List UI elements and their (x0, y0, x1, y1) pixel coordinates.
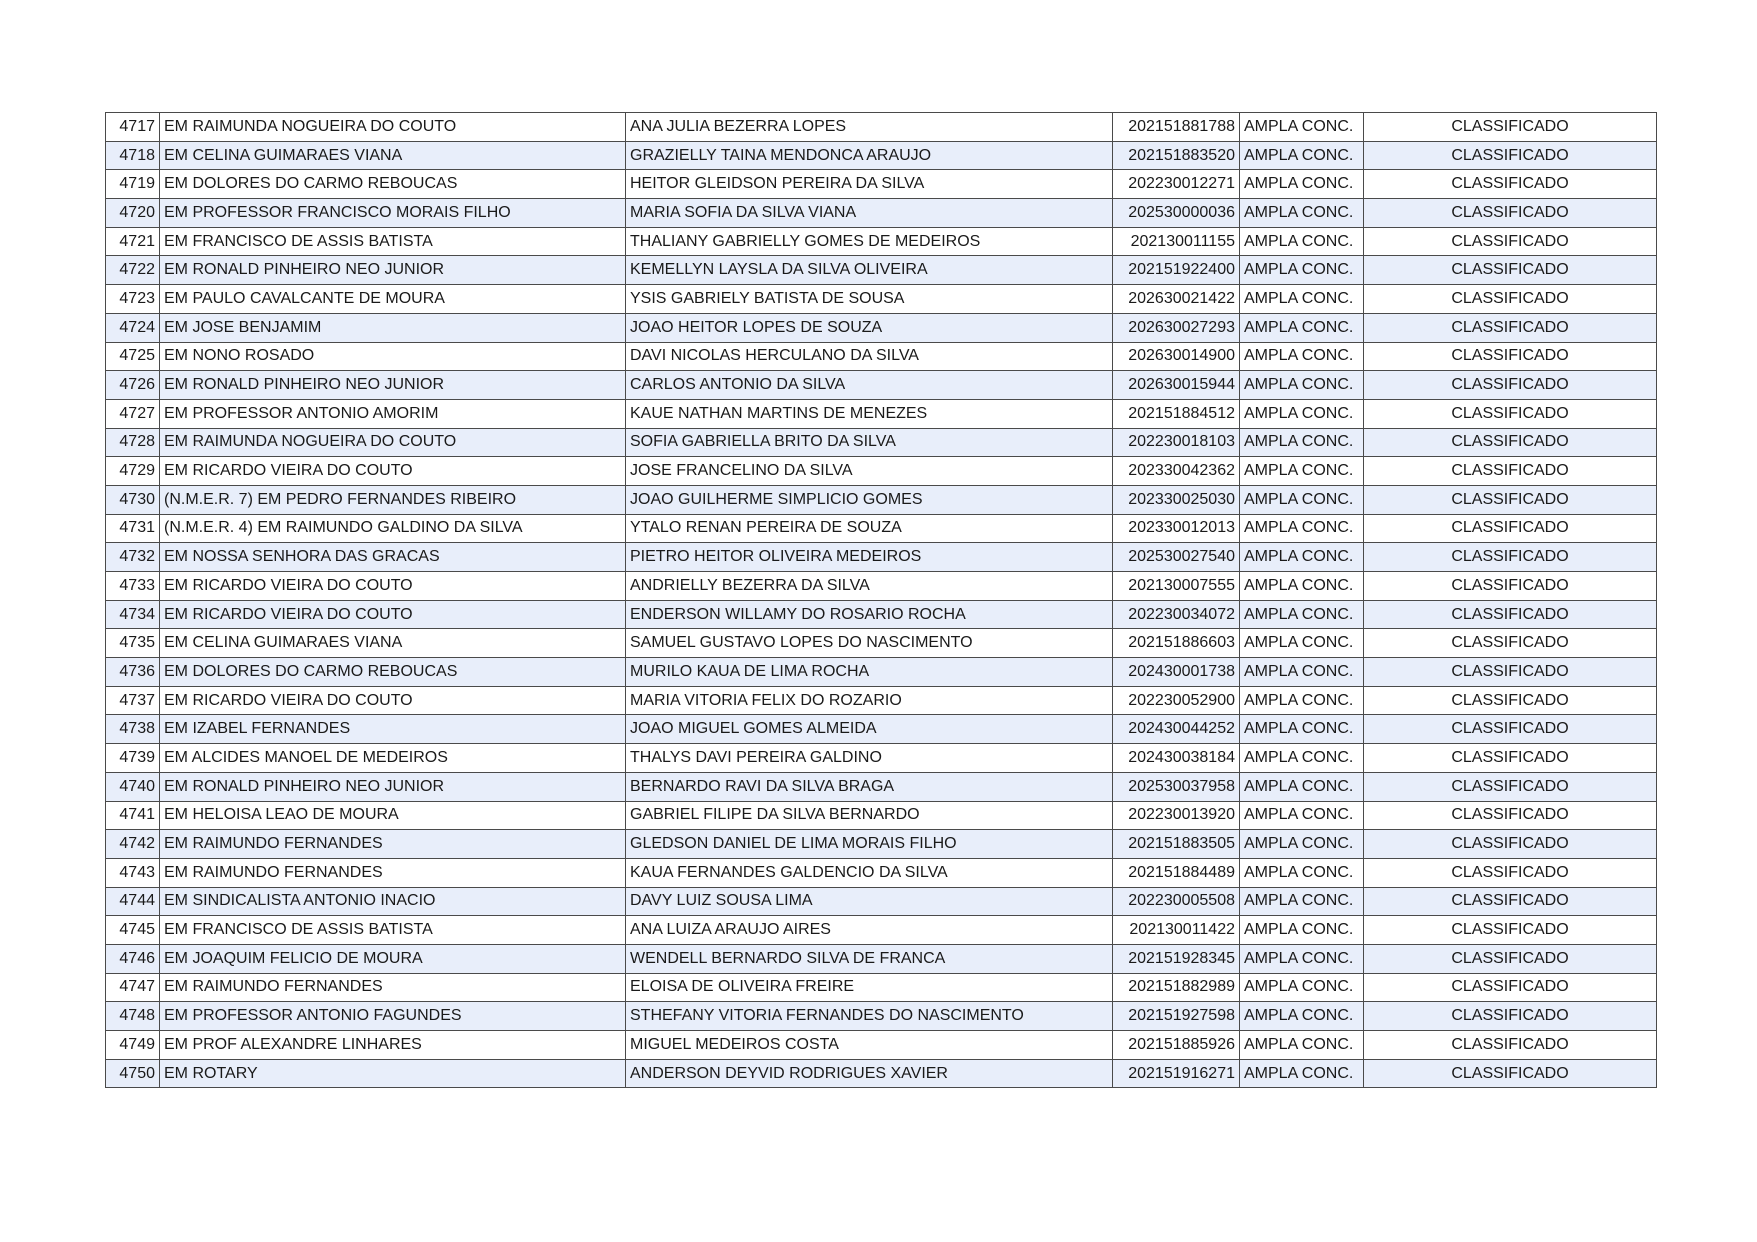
school-cell: EM RONALD PINHEIRO NEO JUNIOR (160, 256, 626, 285)
status-cell: CLASSIFICADO (1364, 199, 1657, 228)
registration-cell: 202151881788 (1113, 113, 1240, 142)
category-cell: AMPLA CONC. (1240, 887, 1364, 916)
school-cell: EM JOSE BENJAMIM (160, 313, 626, 342)
table-row (106, 428, 1657, 457)
table-row (106, 1002, 1657, 1031)
row-number-cell: 4744 (106, 887, 160, 916)
row-number-cell: 4721 (106, 227, 160, 256)
category-cell: AMPLA CONC. (1240, 399, 1364, 428)
category-cell: AMPLA CONC. (1240, 629, 1364, 658)
table-row (106, 485, 1657, 514)
row-number-cell: 4742 (106, 830, 160, 859)
student-name-cell: MARIA VITORIA FELIX DO ROZARIO (626, 686, 1113, 715)
registration-cell: 202530037958 (1113, 772, 1240, 801)
student-name-cell: STHEFANY VITORIA FERNANDES DO NASCIMENTO (626, 1002, 1113, 1031)
row-number-cell: 4741 (106, 801, 160, 830)
registration-cell: 202130011155 (1113, 227, 1240, 256)
student-name-cell: YTALO RENAN PEREIRA DE SOUZA (626, 514, 1113, 543)
table-row (106, 342, 1657, 371)
registration-cell: 202130007555 (1113, 572, 1240, 601)
table-row (106, 686, 1657, 715)
status-cell: CLASSIFICADO (1364, 514, 1657, 543)
student-name-cell: GLEDSON DANIEL DE LIMA MORAIS FILHO (626, 830, 1113, 859)
table-row (106, 371, 1657, 400)
status-cell: CLASSIFICADO (1364, 801, 1657, 830)
registration-cell: 202330012013 (1113, 514, 1240, 543)
registration-cell: 202330042362 (1113, 457, 1240, 486)
student-name-cell: DAVI NICOLAS HERCULANO DA SILVA (626, 342, 1113, 371)
status-cell: CLASSIFICADO (1364, 830, 1657, 859)
category-cell: AMPLA CONC. (1240, 428, 1364, 457)
row-number-cell: 4718 (106, 141, 160, 170)
status-cell: CLASSIFICADO (1364, 256, 1657, 285)
school-cell: EM RONALD PINHEIRO NEO JUNIOR (160, 371, 626, 400)
category-cell: AMPLA CONC. (1240, 1059, 1364, 1088)
table-row (106, 658, 1657, 687)
registration-cell: 202151884512 (1113, 399, 1240, 428)
table-row (106, 141, 1657, 170)
registration-cell: 202630014900 (1113, 342, 1240, 371)
category-cell: AMPLA CONC. (1240, 485, 1364, 514)
registration-cell: 202630015944 (1113, 371, 1240, 400)
school-cell: EM CELINA GUIMARAES VIANA (160, 629, 626, 658)
row-number-cell: 4720 (106, 199, 160, 228)
row-number-cell: 4726 (106, 371, 160, 400)
status-cell: CLASSIFICADO (1364, 973, 1657, 1002)
table-row (106, 715, 1657, 744)
registration-cell: 202230018103 (1113, 428, 1240, 457)
category-cell: AMPLA CONC. (1240, 170, 1364, 199)
status-cell: CLASSIFICADO (1364, 227, 1657, 256)
row-number-cell: 4735 (106, 629, 160, 658)
status-cell: CLASSIFICADO (1364, 399, 1657, 428)
table-row (106, 801, 1657, 830)
registration-cell: 202630021422 (1113, 285, 1240, 314)
student-name-cell: KEMELLYN LAYSLA DA SILVA OLIVEIRA (626, 256, 1113, 285)
status-cell: CLASSIFICADO (1364, 944, 1657, 973)
category-cell: AMPLA CONC. (1240, 313, 1364, 342)
table-row (106, 285, 1657, 314)
registration-cell: 202151883505 (1113, 830, 1240, 859)
status-cell: CLASSIFICADO (1364, 428, 1657, 457)
category-cell: AMPLA CONC. (1240, 199, 1364, 228)
category-cell: AMPLA CONC. (1240, 285, 1364, 314)
school-cell: EM RAIMUNDO FERNANDES (160, 973, 626, 1002)
registration-cell: 202230034072 (1113, 600, 1240, 629)
status-cell: CLASSIFICADO (1364, 572, 1657, 601)
registration-cell: 202430044252 (1113, 715, 1240, 744)
row-number-cell: 4734 (106, 600, 160, 629)
school-cell: EM RICARDO VIEIRA DO COUTO (160, 457, 626, 486)
status-cell: CLASSIFICADO (1364, 629, 1657, 658)
school-cell: EM CELINA GUIMARAES VIANA (160, 141, 626, 170)
category-cell: AMPLA CONC. (1240, 1002, 1364, 1031)
student-name-cell: DAVY LUIZ SOUSA LIMA (626, 887, 1113, 916)
category-cell: AMPLA CONC. (1240, 543, 1364, 572)
status-cell: CLASSIFICADO (1364, 342, 1657, 371)
table-row (106, 170, 1657, 199)
student-name-cell: YSIS GABRIELY BATISTA DE SOUSA (626, 285, 1113, 314)
category-cell: AMPLA CONC. (1240, 744, 1364, 773)
registration-cell: 202630027293 (1113, 313, 1240, 342)
registration-cell: 202151922400 (1113, 256, 1240, 285)
status-cell: CLASSIFICADO (1364, 313, 1657, 342)
row-number-cell: 4750 (106, 1059, 160, 1088)
student-name-cell: THALYS DAVI PEREIRA GALDINO (626, 744, 1113, 773)
student-name-cell: ANA LUIZA ARAUJO AIRES (626, 916, 1113, 945)
table-row (106, 199, 1657, 228)
row-number-cell: 4732 (106, 543, 160, 572)
school-cell: EM DOLORES DO CARMO REBOUCAS (160, 170, 626, 199)
status-cell: CLASSIFICADO (1364, 686, 1657, 715)
school-cell: EM RAIMUNDA NOGUEIRA DO COUTO (160, 113, 626, 142)
school-cell: EM RICARDO VIEIRA DO COUTO (160, 686, 626, 715)
school-cell: EM PROFESSOR ANTONIO AMORIM (160, 399, 626, 428)
category-cell: AMPLA CONC. (1240, 858, 1364, 887)
student-name-cell: MURILO KAUA DE LIMA ROCHA (626, 658, 1113, 687)
school-cell: EM PAULO CAVALCANTE DE MOURA (160, 285, 626, 314)
category-cell: AMPLA CONC. (1240, 916, 1364, 945)
school-cell: EM RAIMUNDO FERNANDES (160, 858, 626, 887)
row-number-cell: 4736 (106, 658, 160, 687)
registration-cell: 202230005508 (1113, 887, 1240, 916)
table-row (106, 572, 1657, 601)
row-number-cell: 4728 (106, 428, 160, 457)
category-cell: AMPLA CONC. (1240, 256, 1364, 285)
row-number-cell: 4733 (106, 572, 160, 601)
status-cell: CLASSIFICADO (1364, 887, 1657, 916)
school-cell: EM RICARDO VIEIRA DO COUTO (160, 572, 626, 601)
row-number-cell: 4737 (106, 686, 160, 715)
school-cell: EM RAIMUNDO FERNANDES (160, 830, 626, 859)
school-cell: (N.M.E.R. 4) EM RAIMUNDO GALDINO DA SILVA (160, 514, 626, 543)
school-cell: EM IZABEL FERNANDES (160, 715, 626, 744)
status-cell: CLASSIFICADO (1364, 285, 1657, 314)
row-number-cell: 4727 (106, 399, 160, 428)
registration-cell: 202130011422 (1113, 916, 1240, 945)
registration-cell: 202151886603 (1113, 629, 1240, 658)
status-cell: CLASSIFICADO (1364, 600, 1657, 629)
category-cell: AMPLA CONC. (1240, 371, 1364, 400)
student-name-cell: GRAZIELLY TAINA MENDONCA ARAUJO (626, 141, 1113, 170)
category-cell: AMPLA CONC. (1240, 686, 1364, 715)
status-cell: CLASSIFICADO (1364, 141, 1657, 170)
student-name-cell: SOFIA GABRIELLA BRITO DA SILVA (626, 428, 1113, 457)
school-cell: EM RICARDO VIEIRA DO COUTO (160, 600, 626, 629)
category-cell: AMPLA CONC. (1240, 113, 1364, 142)
row-number-cell: 4730 (106, 485, 160, 514)
student-name-cell: KAUA FERNANDES GALDENCIO DA SILVA (626, 858, 1113, 887)
student-name-cell: THALIANY GABRIELLY GOMES DE MEDEIROS (626, 227, 1113, 256)
category-cell: AMPLA CONC. (1240, 944, 1364, 973)
registration-cell: 202530027540 (1113, 543, 1240, 572)
row-number-cell: 4731 (106, 514, 160, 543)
row-number-cell: 4748 (106, 1002, 160, 1031)
status-cell: CLASSIFICADO (1364, 485, 1657, 514)
registration-cell: 202330025030 (1113, 485, 1240, 514)
table-row (106, 744, 1657, 773)
student-name-cell: SAMUEL GUSTAVO LOPES DO NASCIMENTO (626, 629, 1113, 658)
table-row (106, 629, 1657, 658)
student-name-cell: JOAO GUILHERME SIMPLICIO GOMES (626, 485, 1113, 514)
category-cell: AMPLA CONC. (1240, 658, 1364, 687)
table-row (106, 600, 1657, 629)
row-number-cell: 4725 (106, 342, 160, 371)
row-number-cell: 4739 (106, 744, 160, 773)
student-name-cell: ANDRIELLY BEZERRA DA SILVA (626, 572, 1113, 601)
status-cell: CLASSIFICADO (1364, 916, 1657, 945)
student-name-cell: HEITOR GLEIDSON PEREIRA DA SILVA (626, 170, 1113, 199)
registration-cell: 202151927598 (1113, 1002, 1240, 1031)
registration-cell: 202230013920 (1113, 801, 1240, 830)
registration-cell: 202151916271 (1113, 1059, 1240, 1088)
row-number-cell: 4749 (106, 1031, 160, 1060)
table-row (106, 830, 1657, 859)
school-cell: EM FRANCISCO DE ASSIS BATISTA (160, 227, 626, 256)
registration-cell: 202151928345 (1113, 944, 1240, 973)
status-cell: CLASSIFICADO (1364, 113, 1657, 142)
school-cell: EM NOSSA SENHORA DAS GRACAS (160, 543, 626, 572)
status-cell: CLASSIFICADO (1364, 744, 1657, 773)
school-cell: EM SINDICALISTA ANTONIO INACIO (160, 887, 626, 916)
student-name-cell: ANA JULIA BEZERRA LOPES (626, 113, 1113, 142)
table-row (106, 543, 1657, 572)
status-cell: CLASSIFICADO (1364, 858, 1657, 887)
table-row (106, 772, 1657, 801)
registration-cell: 202430001738 (1113, 658, 1240, 687)
school-cell: EM PROFESSOR FRANCISCO MORAIS FILHO (160, 199, 626, 228)
school-cell: EM RAIMUNDA NOGUEIRA DO COUTO (160, 428, 626, 457)
table-row (106, 399, 1657, 428)
status-cell: CLASSIFICADO (1364, 170, 1657, 199)
row-number-cell: 4722 (106, 256, 160, 285)
student-name-cell: ANDERSON DEYVID RODRIGUES XAVIER (626, 1059, 1113, 1088)
registration-cell: 202151885926 (1113, 1031, 1240, 1060)
student-name-cell: ENDERSON WILLAMY DO ROSARIO ROCHA (626, 600, 1113, 629)
student-name-cell: MARIA SOFIA DA SILVA VIANA (626, 199, 1113, 228)
student-name-cell: KAUE NATHAN MARTINS DE MENEZES (626, 399, 1113, 428)
status-cell: CLASSIFICADO (1364, 1002, 1657, 1031)
row-number-cell: 4723 (106, 285, 160, 314)
table-row (106, 113, 1657, 142)
school-cell: EM RONALD PINHEIRO NEO JUNIOR (160, 772, 626, 801)
row-number-cell: 4743 (106, 858, 160, 887)
category-cell: AMPLA CONC. (1240, 830, 1364, 859)
results-table (105, 112, 1657, 1088)
status-cell: CLASSIFICADO (1364, 1031, 1657, 1060)
category-cell: AMPLA CONC. (1240, 227, 1364, 256)
student-name-cell: MIGUEL MEDEIROS COSTA (626, 1031, 1113, 1060)
school-cell: EM ROTARY (160, 1059, 626, 1088)
registration-cell: 202230052900 (1113, 686, 1240, 715)
table-row (106, 1031, 1657, 1060)
category-cell: AMPLA CONC. (1240, 572, 1364, 601)
table-row (106, 944, 1657, 973)
category-cell: AMPLA CONC. (1240, 772, 1364, 801)
row-number-cell: 4746 (106, 944, 160, 973)
student-name-cell: JOAO HEITOR LOPES DE SOUZA (626, 313, 1113, 342)
student-name-cell: CARLOS ANTONIO DA SILVA (626, 371, 1113, 400)
table-row (106, 1059, 1657, 1088)
table-row (106, 256, 1657, 285)
category-cell: AMPLA CONC. (1240, 715, 1364, 744)
category-cell: AMPLA CONC. (1240, 141, 1364, 170)
student-name-cell: GABRIEL FILIPE DA SILVA BERNARDO (626, 801, 1113, 830)
table-row (106, 457, 1657, 486)
registration-cell: 202230012271 (1113, 170, 1240, 199)
school-cell: EM PROF ALEXANDRE LINHARES (160, 1031, 626, 1060)
student-name-cell: ELOISA DE OLIVEIRA FREIRE (626, 973, 1113, 1002)
registration-cell: 202530000036 (1113, 199, 1240, 228)
status-cell: CLASSIFICADO (1364, 371, 1657, 400)
table-row (106, 973, 1657, 1002)
table-row (106, 514, 1657, 543)
registration-cell: 202151882989 (1113, 973, 1240, 1002)
school-cell: EM PROFESSOR ANTONIO FAGUNDES (160, 1002, 626, 1031)
school-cell: EM DOLORES DO CARMO REBOUCAS (160, 658, 626, 687)
category-cell: AMPLA CONC. (1240, 457, 1364, 486)
table-row (106, 916, 1657, 945)
status-cell: CLASSIFICADO (1364, 457, 1657, 486)
category-cell: AMPLA CONC. (1240, 973, 1364, 1002)
table-row (106, 227, 1657, 256)
table-row (106, 887, 1657, 916)
school-cell: EM FRANCISCO DE ASSIS BATISTA (160, 916, 626, 945)
row-number-cell: 4747 (106, 973, 160, 1002)
row-number-cell: 4738 (106, 715, 160, 744)
status-cell: CLASSIFICADO (1364, 543, 1657, 572)
category-cell: AMPLA CONC. (1240, 514, 1364, 543)
status-cell: CLASSIFICADO (1364, 772, 1657, 801)
school-cell: EM ALCIDES MANOEL DE MEDEIROS (160, 744, 626, 773)
category-cell: AMPLA CONC. (1240, 342, 1364, 371)
row-number-cell: 4717 (106, 113, 160, 142)
status-cell: CLASSIFICADO (1364, 658, 1657, 687)
category-cell: AMPLA CONC. (1240, 801, 1364, 830)
row-number-cell: 4724 (106, 313, 160, 342)
student-name-cell: JOAO MIGUEL GOMES ALMEIDA (626, 715, 1113, 744)
category-cell: AMPLA CONC. (1240, 600, 1364, 629)
registration-cell: 202430038184 (1113, 744, 1240, 773)
registration-cell: 202151883520 (1113, 141, 1240, 170)
status-cell: CLASSIFICADO (1364, 715, 1657, 744)
results-table-body (106, 113, 1657, 1088)
table-row (106, 313, 1657, 342)
registration-cell: 202151884489 (1113, 858, 1240, 887)
student-name-cell: PIETRO HEITOR OLIVEIRA MEDEIROS (626, 543, 1113, 572)
table-row (106, 858, 1657, 887)
row-number-cell: 4745 (106, 916, 160, 945)
student-name-cell: BERNARDO RAVI DA SILVA BRAGA (626, 772, 1113, 801)
school-cell: EM HELOISA LEAO DE MOURA (160, 801, 626, 830)
student-name-cell: WENDELL BERNARDO SILVA DE FRANCA (626, 944, 1113, 973)
category-cell: AMPLA CONC. (1240, 1031, 1364, 1060)
row-number-cell: 4719 (106, 170, 160, 199)
student-name-cell: JOSE FRANCELINO DA SILVA (626, 457, 1113, 486)
school-cell: EM JOAQUIM FELICIO DE MOURA (160, 944, 626, 973)
row-number-cell: 4729 (106, 457, 160, 486)
status-cell: CLASSIFICADO (1364, 1059, 1657, 1088)
school-cell: (N.M.E.R. 7) EM PEDRO FERNANDES RIBEIRO (160, 485, 626, 514)
school-cell: EM NONO ROSADO (160, 342, 626, 371)
row-number-cell: 4740 (106, 772, 160, 801)
